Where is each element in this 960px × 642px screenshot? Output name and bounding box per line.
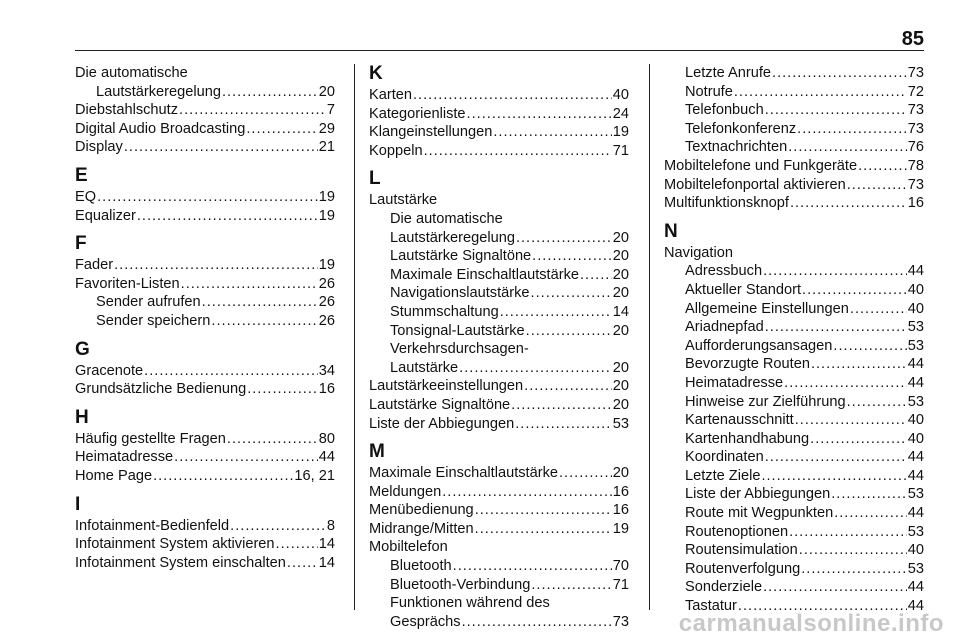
dot-leader <box>788 138 907 157</box>
index-entry <box>664 157 924 176</box>
page-reference: 19 <box>318 188 335 205</box>
index-term: Bevorzugte Routen <box>685 356 810 373</box>
index-entry <box>369 123 629 142</box>
index-subentry <box>369 284 629 303</box>
index-term: Mobiltelefonportal aktivieren <box>664 176 846 193</box>
index-term: Tonsignal-Lautstärke <box>390 322 525 339</box>
dot-leader <box>287 554 318 573</box>
dot-leader <box>833 337 906 356</box>
index-entry <box>369 520 629 539</box>
dot-leader <box>467 105 612 124</box>
page-reference: 26 <box>318 312 335 329</box>
index-subentry <box>664 393 924 412</box>
index-subentry <box>664 318 924 337</box>
dot-leader <box>459 359 612 378</box>
index-letter: K <box>369 63 383 84</box>
index-term: Allgemeine Einstellungen <box>685 300 849 317</box>
index-subheading: Funktionen während des <box>390 595 550 612</box>
index-term: EQ <box>75 188 97 205</box>
index-term: Gesprächs <box>390 613 461 630</box>
index-subentry <box>664 467 924 486</box>
index-term: Favoriten-Listen <box>75 275 180 292</box>
dot-leader <box>772 64 907 83</box>
dot-leader <box>532 247 612 266</box>
page-reference: 40 <box>907 430 924 447</box>
index-subentry <box>75 293 335 312</box>
dot-leader <box>761 467 906 486</box>
index-term: Infotainment-Bedienfeld <box>75 517 230 534</box>
index-term: Kartenhandhabung <box>685 430 810 447</box>
index-entry <box>664 176 924 195</box>
index-term: Lautstärke Signaltöne <box>390 248 532 265</box>
index-entry <box>369 464 629 483</box>
index-heading: Mobiltelefon <box>369 539 448 556</box>
index-subentry <box>664 448 924 467</box>
page-reference: 73 <box>907 102 924 119</box>
header-rule <box>75 50 924 51</box>
column-divider-2 <box>649 64 650 610</box>
dot-leader <box>114 256 318 275</box>
dot-leader <box>511 396 612 415</box>
index-term: Adressbuch <box>685 263 763 280</box>
index-term: Kartenausschnitt <box>685 412 794 429</box>
index-term: Equalizer <box>75 207 136 224</box>
page-reference: 14 <box>318 554 335 571</box>
page-reference: 16, 21 <box>294 467 335 484</box>
index-entry <box>75 362 335 381</box>
index-term: Tastatur <box>685 598 737 615</box>
page-reference: 40 <box>907 542 924 559</box>
dot-leader <box>524 377 612 396</box>
dot-leader <box>834 504 907 523</box>
page-reference: 73 <box>612 613 629 630</box>
index-term: Diebstahlschutz <box>75 102 179 119</box>
dot-leader <box>247 380 318 399</box>
page-reference: 20 <box>612 285 629 302</box>
page-reference: 20 <box>612 378 629 395</box>
index-subentry <box>664 411 924 430</box>
dot-leader <box>811 355 907 374</box>
index-entry <box>75 120 335 139</box>
index-subheading: Verkehrsdurchsagen- <box>390 341 529 358</box>
index-term: Textnachrichten <box>685 139 788 156</box>
dot-leader <box>493 123 611 142</box>
index-subentry <box>369 557 629 576</box>
index-letter: M <box>369 441 385 463</box>
index-term: Lautstärke <box>390 359 459 376</box>
page-reference: 53 <box>907 319 924 336</box>
index-subentry <box>664 523 924 542</box>
index-term: Stummschaltung <box>390 303 499 320</box>
index-term: Telefonbuch <box>685 102 764 119</box>
index-term: Letzte Anrufe <box>685 65 772 81</box>
page-reference: 44 <box>318 449 335 466</box>
dot-leader <box>516 229 612 248</box>
index-entry <box>75 448 335 467</box>
index-entry <box>75 467 335 486</box>
page-reference: 73 <box>907 120 924 137</box>
index-term: Sender aufrufen <box>96 294 201 311</box>
index-column-1 <box>75 64 335 572</box>
index-subheading: Die automatische <box>390 210 503 227</box>
dot-leader <box>799 541 907 560</box>
page-reference: 24 <box>612 105 629 122</box>
index-subentry <box>664 578 924 597</box>
index-entry <box>75 207 335 226</box>
index-term: Aktueller Standort <box>685 281 802 298</box>
index-column-3 <box>664 64 924 616</box>
index-subentry <box>369 613 629 632</box>
page-reference: 20 <box>612 396 629 413</box>
index-entry <box>369 483 629 502</box>
page-reference: 78 <box>907 157 924 174</box>
index-entry <box>75 380 335 399</box>
page-reference: 44 <box>907 598 924 615</box>
page-reference: 14 <box>318 536 335 553</box>
index-letter: N <box>664 220 678 242</box>
index-subentry <box>664 355 924 374</box>
index-subentry <box>664 138 924 157</box>
dot-leader <box>174 448 318 467</box>
index-subentry <box>369 229 629 248</box>
dot-leader <box>580 266 612 285</box>
index-entry <box>75 188 335 207</box>
dot-leader <box>181 275 318 294</box>
page-reference: 8 <box>326 517 335 534</box>
page-reference: 53 <box>907 393 924 410</box>
index-term: Meldungen <box>369 483 442 500</box>
dot-leader <box>413 86 612 105</box>
page-reference: 44 <box>907 374 924 391</box>
dot-leader <box>124 138 318 157</box>
index-subentry <box>75 83 335 102</box>
index-subentry <box>664 485 924 504</box>
index-heading: Lautstärke <box>369 192 438 209</box>
index-term: Bluetooth-Verbindung <box>390 576 531 593</box>
index-entry <box>75 101 335 120</box>
watermark: carmanualsonline.info <box>678 610 944 637</box>
index-subentry <box>369 266 629 285</box>
page-reference: 19 <box>612 520 629 537</box>
index-term: Lautstärkeregelung <box>96 83 221 100</box>
dot-leader <box>442 483 612 502</box>
page-reference: 44 <box>907 263 924 280</box>
index-term: Sonderziele <box>685 579 763 596</box>
dot-leader <box>526 322 612 341</box>
page-reference: 19 <box>612 124 629 141</box>
index-term: Infotainment System aktivieren <box>75 536 275 553</box>
dot-leader <box>211 312 317 331</box>
index-term: Telefonkonferenz <box>685 120 797 137</box>
dot-leader <box>137 207 318 226</box>
index-subentry <box>664 262 924 281</box>
dot-leader <box>763 578 907 597</box>
page-reference: 16 <box>612 502 629 519</box>
index-term: Routenverfolgung <box>685 560 801 577</box>
index-entry <box>75 517 335 536</box>
dot-leader <box>790 194 907 213</box>
dot-leader <box>734 83 907 102</box>
index-term: Routenoptionen <box>685 523 789 540</box>
page-reference: 29 <box>318 120 335 137</box>
index-subentry <box>369 576 629 595</box>
index-term: Sender speichern <box>96 312 211 329</box>
index-entry <box>369 105 629 124</box>
page-reference: 19 <box>318 257 335 274</box>
page-reference: 70 <box>612 558 629 575</box>
index-subentry <box>664 101 924 120</box>
index-term: Maximale Einschaltlautstärke <box>390 266 579 283</box>
dot-leader <box>475 501 612 520</box>
page-reference: 44 <box>907 579 924 596</box>
page-reference: 80 <box>318 430 335 447</box>
index-subentry <box>664 83 924 102</box>
dot-leader <box>801 560 907 579</box>
index-entry <box>75 535 335 554</box>
index-term: Klangeinstellungen <box>369 124 493 141</box>
page-reference: 20 <box>612 359 629 376</box>
dot-leader <box>850 300 907 319</box>
dot-leader <box>797 120 907 139</box>
dot-leader <box>765 448 907 467</box>
column-divider-1 <box>354 64 355 610</box>
index-entry <box>369 86 629 105</box>
page-reference: 44 <box>907 467 924 484</box>
dot-leader <box>810 430 907 449</box>
page-reference: 16 <box>907 195 924 212</box>
index-entry <box>75 554 335 573</box>
index-term: Bluetooth <box>390 558 452 575</box>
dot-leader <box>531 284 612 303</box>
index-entry <box>75 138 335 157</box>
dot-leader <box>246 120 317 139</box>
index-entry <box>369 142 629 161</box>
page-reference: 53 <box>907 560 924 577</box>
page-reference: 73 <box>907 176 924 193</box>
dot-leader <box>847 393 907 412</box>
index-term: Fader <box>75 257 114 274</box>
dot-leader <box>789 523 907 542</box>
page-reference: 34 <box>318 362 335 379</box>
index-letter: L <box>369 168 381 190</box>
page-reference: 7 <box>326 102 335 119</box>
index-subentry <box>664 300 924 319</box>
page-reference: 26 <box>318 294 335 311</box>
page-reference: 44 <box>907 505 924 522</box>
index-letter: G <box>75 338 90 360</box>
index-column-2 <box>369 64 629 631</box>
dot-leader <box>179 101 326 120</box>
dot-leader <box>227 430 318 449</box>
dot-leader <box>765 101 907 120</box>
page-reference: 16 <box>318 381 335 398</box>
page-reference: 20 <box>612 248 629 265</box>
index-letter: F <box>75 233 87 255</box>
dot-leader <box>222 83 318 102</box>
dot-leader <box>531 576 611 595</box>
index-term: Maximale Einschaltlautstärke <box>369 465 558 482</box>
index-heading: Navigation <box>664 244 733 261</box>
index-subentry <box>664 64 924 83</box>
page-reference: 19 <box>318 207 335 224</box>
dot-leader <box>802 281 907 300</box>
index-term: Route mit Wegpunkten <box>685 505 834 522</box>
index-term: Lautstärkeregelung <box>390 229 515 246</box>
dot-leader <box>424 142 612 161</box>
page-reference: 40 <box>612 87 629 103</box>
index-subentry <box>369 359 629 378</box>
dot-leader <box>276 535 318 554</box>
index-entry <box>75 256 335 275</box>
index-term: Routensimulation <box>685 542 798 559</box>
dot-leader <box>153 467 293 486</box>
index-subentry <box>369 303 629 322</box>
index-term: Lautstärkeeinstellungen <box>369 378 524 395</box>
dot-leader <box>475 520 612 539</box>
dot-leader <box>500 303 612 322</box>
index-term: Midrange/Mitten <box>369 520 474 537</box>
index-term: Hinweise zur Zielführung <box>685 393 846 410</box>
page-reference: 40 <box>907 281 924 298</box>
index-term: Kategorienliste <box>369 105 466 122</box>
index-term: Liste der Abbiegungen <box>685 486 831 503</box>
dot-leader <box>453 557 612 576</box>
page-reference: 14 <box>612 303 629 320</box>
page-reference: 20 <box>612 465 629 482</box>
dot-leader <box>858 157 907 176</box>
index-term: Notrufe <box>685 83 733 100</box>
index-subentry <box>664 541 924 560</box>
index-term: Menübedienung <box>369 502 474 519</box>
dot-leader <box>784 374 907 393</box>
page-number: 85 <box>901 28 924 50</box>
index-entry <box>664 194 924 213</box>
index-term: Ariadnepfad <box>685 319 764 336</box>
page-reference: 73 <box>907 65 924 81</box>
index-term: Lautstärke Signaltöne <box>369 396 511 413</box>
page-reference: 20 <box>612 322 629 339</box>
dot-leader <box>462 613 612 632</box>
page-reference: 20 <box>612 229 629 246</box>
dot-leader <box>847 176 907 195</box>
dot-leader <box>97 188 318 207</box>
page-reference: 44 <box>907 356 924 373</box>
index-term: Karten <box>369 87 412 103</box>
index-subentry <box>664 374 924 393</box>
index-entry <box>369 377 629 396</box>
index-term: Digital Audio Broadcasting <box>75 120 246 137</box>
page-reference: 26 <box>318 275 335 292</box>
index-term: Mobiltelefone und Funkgeräte <box>664 157 858 174</box>
index-term: Grundsätzliche Bedienung <box>75 381 247 398</box>
page-reference: 72 <box>907 83 924 100</box>
index-subentry <box>369 322 629 341</box>
index-entry <box>369 415 629 434</box>
index-entry <box>75 430 335 449</box>
index-subentry <box>664 504 924 523</box>
index-term: Häufig gestellte Fragen <box>75 430 226 447</box>
index-term: Navigationslautstärke <box>390 285 530 302</box>
index-subentry <box>369 247 629 266</box>
page-reference: 44 <box>907 449 924 466</box>
index-entry <box>369 501 629 520</box>
dot-leader <box>559 464 612 483</box>
index-subentry <box>664 430 924 449</box>
index-term: Home Page <box>75 467 153 484</box>
dot-leader <box>144 362 318 381</box>
page-reference: 71 <box>612 142 629 159</box>
index-subentry <box>664 120 924 139</box>
index-term: Gracenote <box>75 362 144 379</box>
index-term: Liste der Abbiegungen <box>369 415 515 432</box>
dot-leader <box>795 411 907 430</box>
index-letter: H <box>75 406 89 428</box>
index-entry <box>369 396 629 415</box>
index-term: Heimatadresse <box>75 449 174 466</box>
index-term: Heimatadresse <box>685 374 784 391</box>
index-letter: E <box>75 164 88 186</box>
page-reference: 16 <box>612 483 629 500</box>
page-reference: 76 <box>907 139 924 156</box>
index-term: Koppeln <box>369 142 423 159</box>
index-subentry <box>664 337 924 356</box>
page-reference: 40 <box>907 300 924 317</box>
dot-leader <box>763 262 907 281</box>
dot-leader <box>230 517 326 536</box>
page-reference: 53 <box>907 337 924 354</box>
index-term: Display <box>75 139 123 156</box>
index-letter: I <box>75 493 81 515</box>
page-reference: 40 <box>907 412 924 429</box>
page-reference: 71 <box>612 576 629 593</box>
page-reference: 53 <box>612 415 629 432</box>
index-term: Aufforderungsansagen <box>685 337 833 354</box>
index-heading: Die automatische <box>75 65 188 81</box>
page-reference: 53 <box>907 486 924 503</box>
page-reference: 20 <box>318 83 335 100</box>
index-term: Koordinaten <box>685 449 764 466</box>
page-reference: 21 <box>318 139 335 156</box>
index-entry <box>75 275 335 294</box>
dot-leader <box>515 415 612 434</box>
index-subentry <box>664 560 924 579</box>
index-subentry <box>664 281 924 300</box>
dot-leader <box>831 485 907 504</box>
index-subentry <box>75 312 335 331</box>
dot-leader <box>202 293 318 312</box>
index-term: Letzte Ziele <box>685 467 761 484</box>
page-reference: 53 <box>907 523 924 540</box>
index-term: Multifunktionsknopf <box>664 195 789 212</box>
dot-leader <box>765 318 907 337</box>
index-term: Infotainment System einschalten <box>75 554 286 571</box>
page-reference: 20 <box>612 266 629 283</box>
